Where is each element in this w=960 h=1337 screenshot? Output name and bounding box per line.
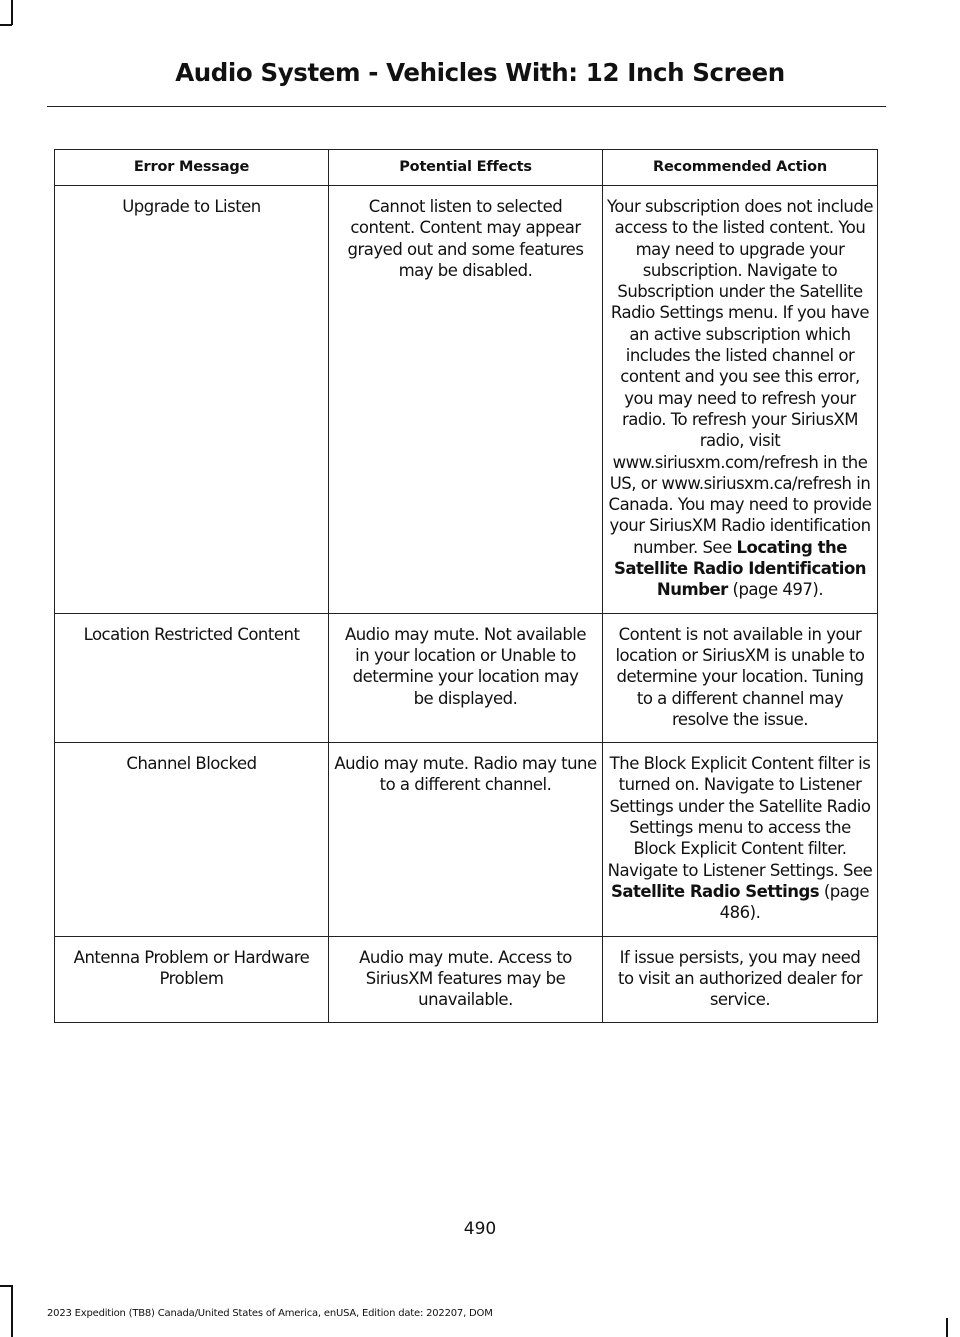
error-message-cell: Antenna Problem or Hardware Problem [55,936,329,1023]
crop-mark-bottom-left [11,1285,13,1337]
recommended-action-cell [603,936,878,1023]
table-row [55,613,878,742]
error-message-cell: Channel Blocked [55,743,329,936]
table-row [55,186,878,614]
crop-mark-bottom-left-h [0,1285,12,1287]
error-message-table [54,149,878,1023]
potential-effects-cell: Cannot listen to selected content. Content may appear grayed out and some features may be disabled. [329,186,603,614]
column-header-potential-effects: Potential Effects [329,150,603,186]
table-row [55,743,878,936]
crop-mark-bottom-right [946,1318,948,1337]
page-number: 490 [463,1219,497,1239]
recommended-action-cell [603,186,878,614]
recommended-action-cell [603,743,878,936]
column-header-recommended-action: Recommended Action [603,150,878,186]
potential-effects-cell: Audio may mute. Not available in your location or Unable to determine your location may be displayed. [329,613,603,742]
column-header-error-message: Error Message [55,150,329,186]
table-row [55,936,878,1023]
title-divider [47,106,886,107]
cross-reference-link[interactable]: Satellite Radio Settings [610,881,820,901]
action-text: Your subscription does not include access to the listed content. You may need to upgrade your subscription. Navigate to Subscription under the Satellite Radio Settings menu. If you have an active subscription which includes the listed channel or content and you see this error, you may need to refresh your radio. To refresh your SiriusXM radio, visit www.siriusxm.com/refresh in the US, or www.siriusxm.ca/refresh in Canada. You may need to provide your SiriusXM Radio identification number. See [607,197,873,557]
cross-reference-link[interactable]: Locating the Satellite Radio Identification Number [613,537,867,600]
action-text: If issue persists, you may need to visit an authorized dealer for service. [617,947,863,1010]
footer-edition-info: 2023 Expedition (TB8) Canada/United States of America, enUSA, Edition date: 202207, DOM [47,1308,493,1319]
potential-effects-cell: Audio may mute. Access to SiriusXM features may be unavailable. [329,936,603,1023]
recommended-action-cell [603,613,878,742]
page-reference: (page 486). [719,881,870,923]
table-header-row [55,150,878,186]
crop-mark-top-left [11,0,13,25]
action-text: The Block Explicit Content filter is turned on. Navigate to Listener Settings under the Satellite Radio Settings menu to access the Block Explicit Content filter. Navigate to Listener Settings. See [607,754,873,880]
potential-effects-cell: Audio may mute. Radio may tune to a different channel. [329,743,603,936]
action-text: Content is not available in your location or SiriusXM is unable to determine your location. Tuning to a different channel may resolve the issue. [615,624,865,729]
crop-mark-top-left-h [0,24,12,26]
error-message-cell: Upgrade to Listen [55,186,329,614]
page-title: Audio System - Vehicles With: 12 Inch Screen [175,58,785,87]
error-message-cell: Location Restricted Content [55,613,329,742]
page-reference: (page 497). [727,580,824,600]
